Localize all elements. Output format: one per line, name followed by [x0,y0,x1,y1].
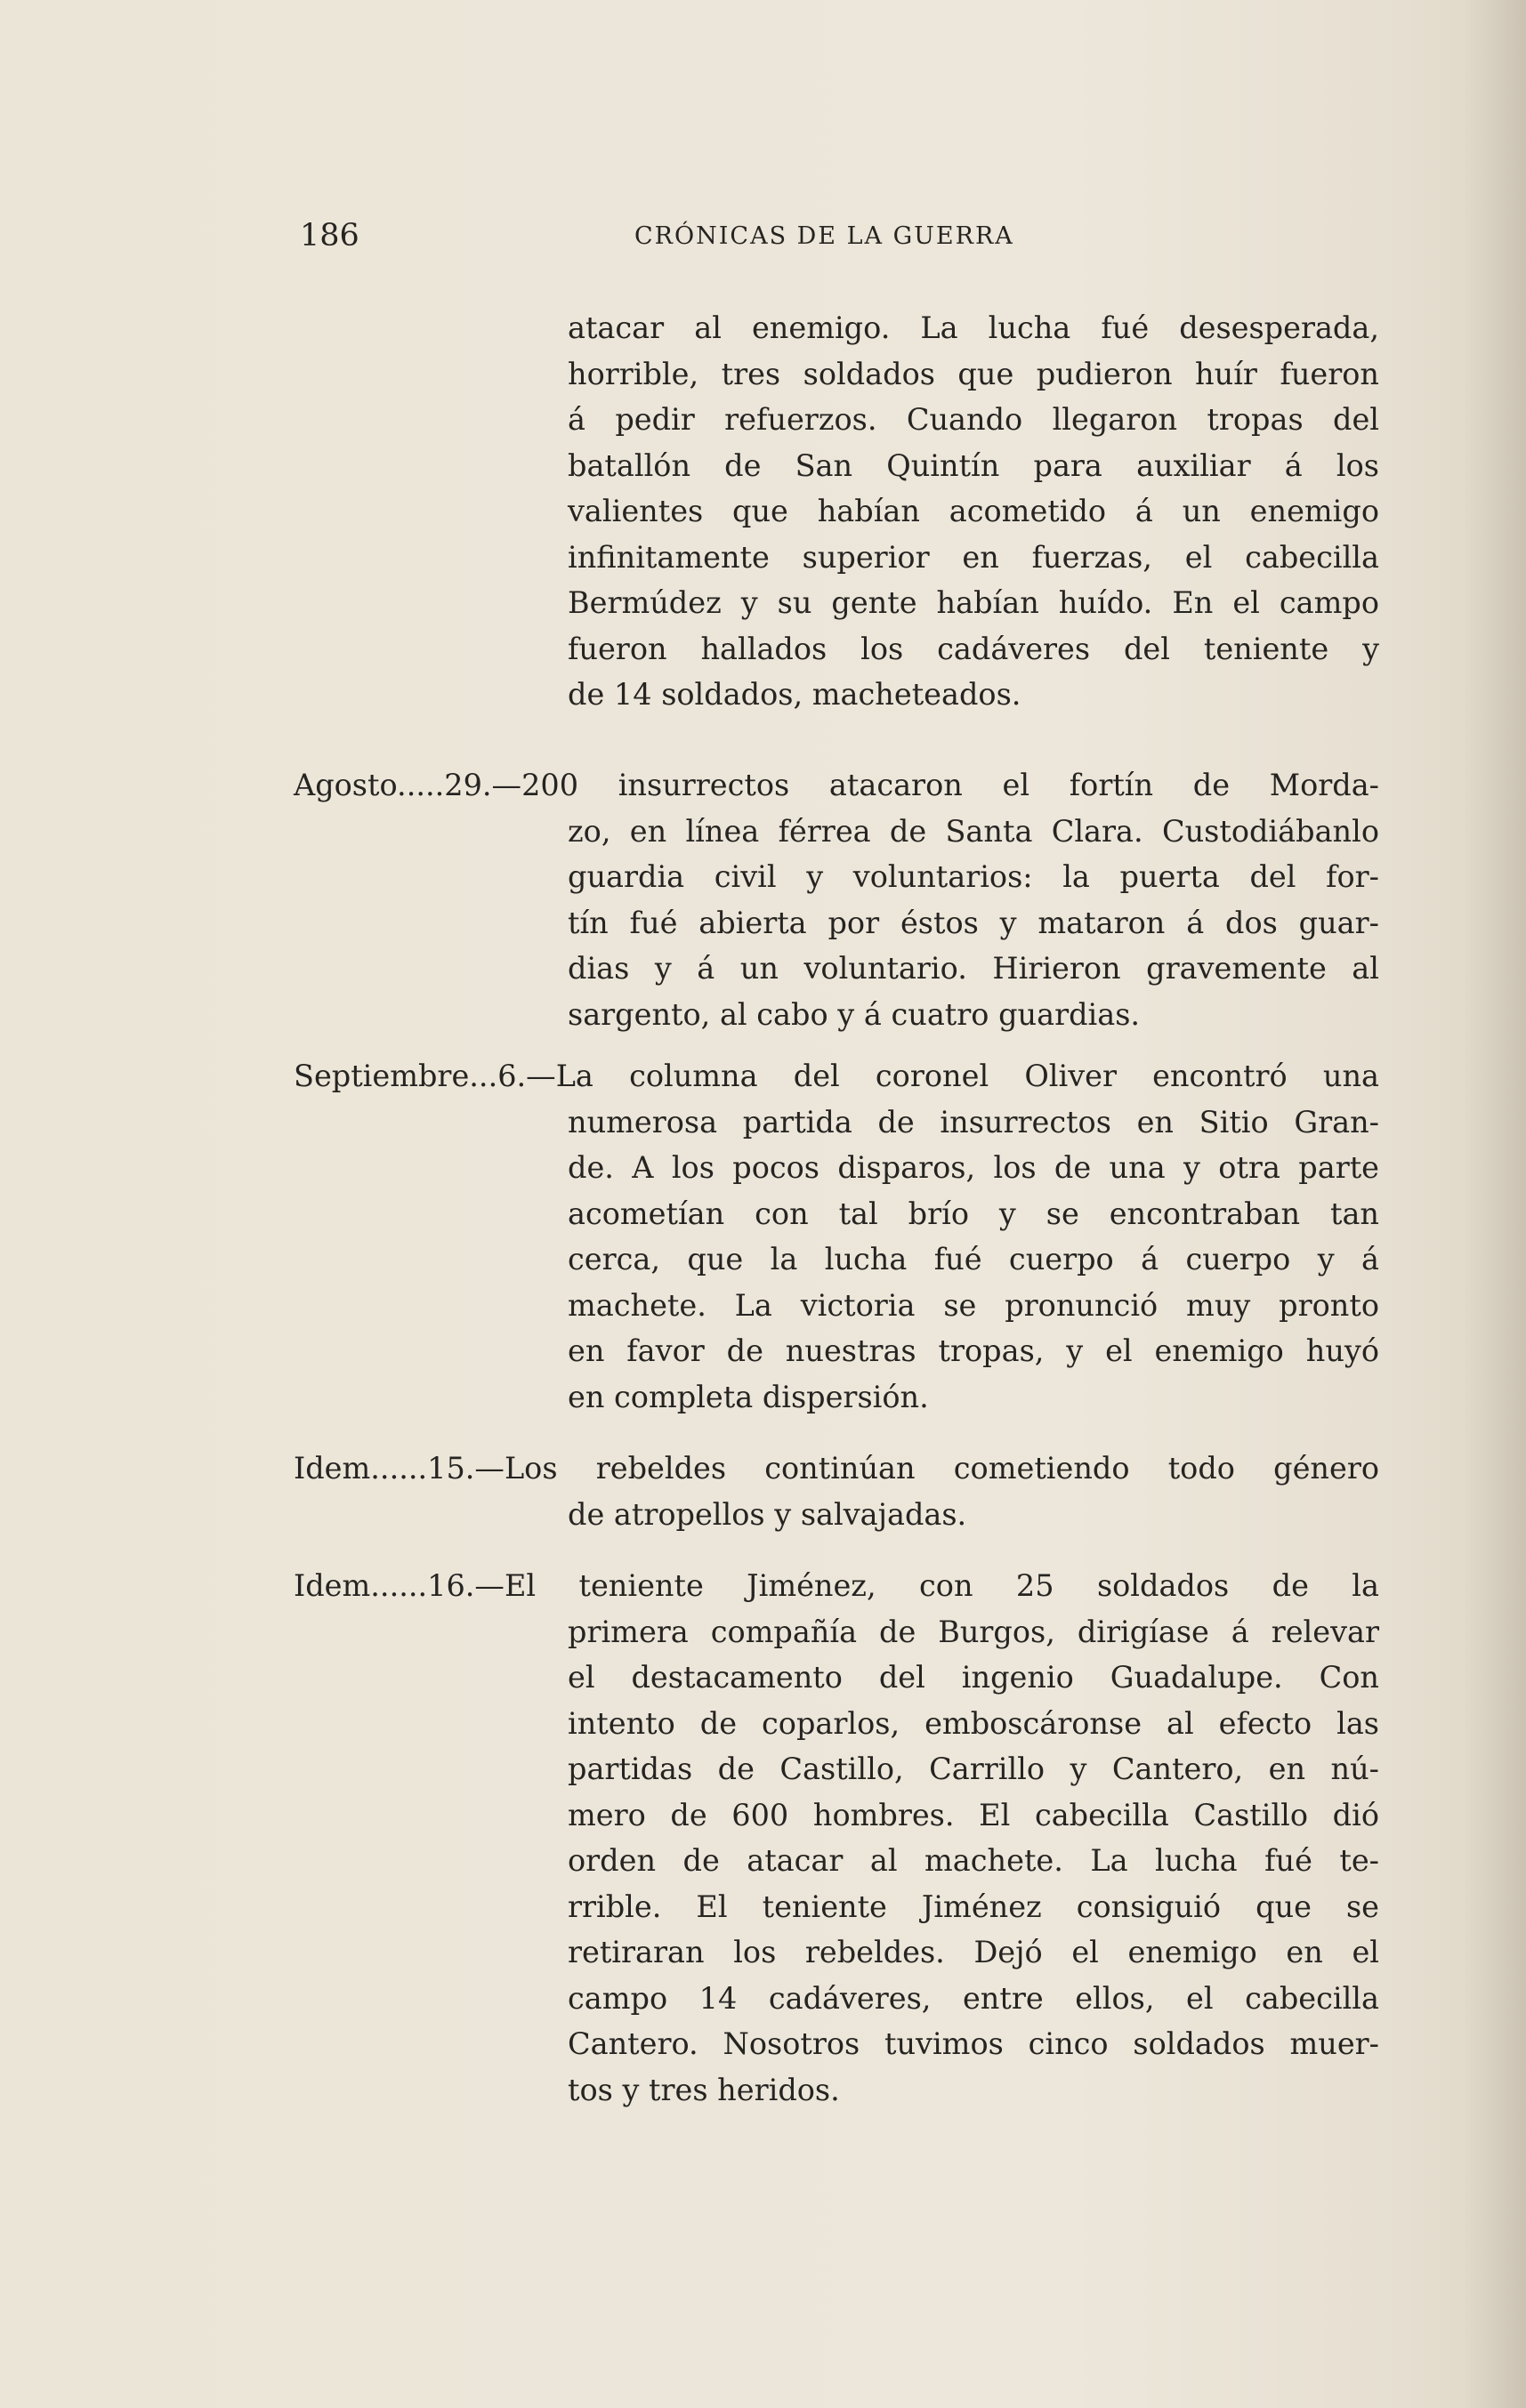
text-line: el destacamento del ingenio Guadalupe. Con [568,1660,1379,1695]
entry-first-line [294,1563,1379,1609]
text-line: tín fué abierta por éstos y mataron á dos guar- [568,905,1379,940]
text-line: horrible, tres soldados que pudieron huír fueron [568,356,1379,391]
chronicle-entry-agosto-29 [294,762,1379,1037]
text-line: sargento, al cabo y á cuatro guardias. [568,996,1141,1032]
intro-paragraph [568,305,1379,718]
entry-first-line [294,762,1379,809]
text-line: dias y á un voluntario. Hirieron gravemente al [568,951,1379,986]
entry-first-text: 200 insurrectos atacaron el fortín de Morda- [521,768,1379,802]
chronicle-entry-septiembre-6 [294,1053,1379,1420]
text-line: atacar al enemigo. La lucha fué desesperada, [568,310,1379,345]
page-number: 186 [300,218,359,254]
text-line: rrible. El teniente Jiménez consiguió que se [568,1889,1379,1924]
text-line: machete. La victoria se pronunció muy pronto [568,1287,1379,1323]
entry-first-line [294,1446,1379,1492]
text-line: valientes que habían acometido á un enemigo [568,494,1379,528]
text-line: mero de 600 hombres. El cabecilla Castillo dió [568,1797,1379,1832]
text-line: primera compañía de Burgos, dirigíase á relevar [568,1614,1379,1649]
entry-body [568,1099,1379,1421]
text-line: cerca, que la lucha fué cuerpo á cuerpo y á [568,1242,1379,1276]
text-line: infinitamente superior en fuerzas, el cabecilla [568,539,1379,575]
text-line: acometían con tal brío y se encontraban tan [568,1196,1379,1231]
chronicle-entry-idem-16 [294,1563,1379,2113]
text-line: de atropellos y salvajadas. [568,1496,967,1532]
entry-first-text: La columna del coronel Oliver encontró una [555,1059,1379,1093]
text-line: numerosa partida de insurrectos en Sitio Gran- [568,1104,1379,1140]
text-line: en favor de nuestras tropas, y el enemigo huyó [568,1333,1379,1368]
entry-date-label: Agosto.....29.— [294,768,522,802]
entry-date-label: Septiembre...6.— [294,1059,556,1093]
entry-body [568,809,1379,1038]
text-line: en completa dispersión. [568,1379,929,1414]
text-line: de. A los pocos disparos, los de una y otra parte [568,1150,1379,1185]
running-title: CRÓNICAS DE LA GUERRA [634,222,1014,250]
text-line: partidas de Castillo, Carrillo y Cantero, en nú- [568,1752,1379,1786]
text-line: retiraran los rebeldes. Dejó el enemigo en el [568,1935,1379,1969]
entry-body [568,1492,1379,1538]
text-line: de 14 soldados, macheteados. [568,677,1021,712]
entry-first-text: El teniente Jiménez, con 25 soldados de la [504,1568,1379,1603]
page-header [0,213,1526,258]
text-line: zo, en línea férrea de Santa Clara. Custodiábanlo [568,813,1379,849]
text-line: Bermúdez y su gente habían huído. En el campo [568,585,1379,620]
text-line: campo 14 cadáveres, entre ellos, el cabecilla [568,1980,1379,2016]
text-line: tos y tres heridos. [568,2072,840,2107]
page-edge-shadow [1464,0,1526,2408]
chronicle-entry-idem-15 [294,1446,1379,1537]
text-line: á pedir refuerzos. Cuando llegaron tropas del [568,402,1379,437]
entry-first-line [294,1053,1379,1099]
text-line: Cantero. Nosotros tuvimos cinco soldados muer- [568,2026,1379,2061]
text-line: batallón de San Quintín para auxiliar á los [568,447,1379,483]
text-line: fueron hallados los cadáveres del teniente y [568,631,1379,666]
entry-date-label: Idem......15.— [294,1451,505,1486]
entry-first-text: Los rebeldes continúan cometiendo todo género [504,1451,1379,1486]
entry-body [568,1609,1379,2114]
text-line: intento de coparlos, emboscáronse al efecto las [568,1705,1379,1741]
entry-date-label: Idem......16.— [294,1568,505,1603]
text-line: orden de atacar al machete. La lucha fué te- [568,1843,1379,1878]
text-line: guardia civil y voluntarios: la puerta del for- [568,859,1379,894]
